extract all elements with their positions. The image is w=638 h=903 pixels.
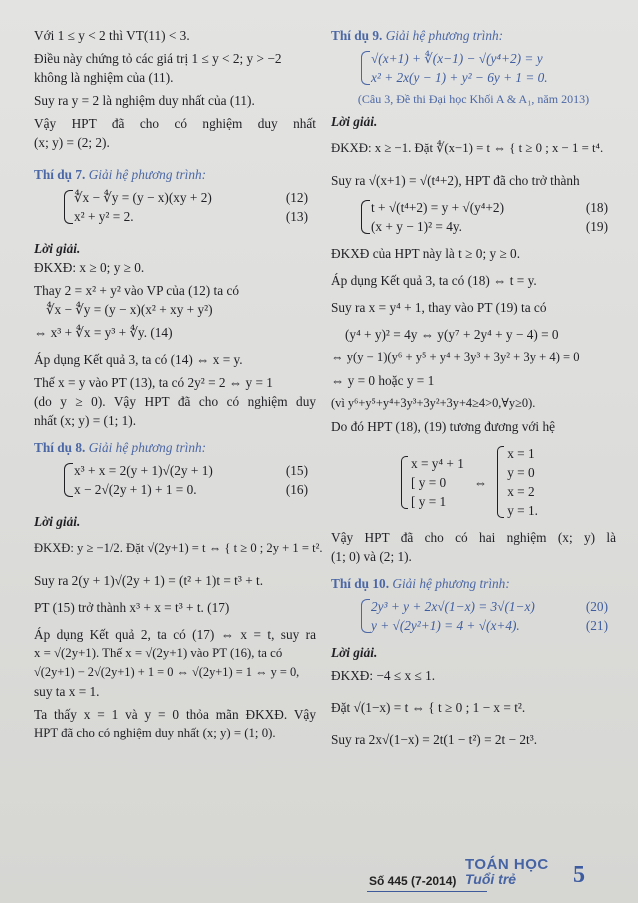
equation-number: (20)	[585, 599, 608, 614]
text-line: Vậy HPT đã cho có nghiệm duy nhất	[34, 116, 316, 131]
equation-number: (12)	[285, 190, 308, 205]
example-7-title	[34, 165, 316, 184]
text-line: không là nghiệm của (11).	[34, 70, 174, 85]
equation-line: (y⁴ + y)² = 4y ⇔ y(y⁷ + 2y⁴ + y − 4) = 0	[345, 327, 559, 342]
text-line: Suy ra x = y⁴ + 1, thay vào PT (19) ta có	[331, 300, 547, 315]
text-line: Suy ra 2x√(1−x) = 2t(1 − t²) = 2t − 2t³.	[331, 732, 538, 747]
brace	[361, 51, 370, 85]
equation: [ y = 1	[411, 493, 447, 509]
equation: y + √(2y²+1) = 4 + √(x+4).	[371, 618, 520, 633]
text-line: nhất (x; y) = (1; 1).	[34, 413, 137, 428]
text-line: (vì y⁶+y⁵+y⁴+3y³+3y²+3y+4≥4>0,∀y≥0).	[331, 396, 536, 410]
text-line: Thay 2 = x² + y² vào VP của (12) ta có	[34, 283, 240, 298]
equation-number: (15)	[285, 463, 308, 478]
text-line: Ta thấy x = 1 và y = 0 thỏa mãn ĐKXĐ. Vậy	[34, 707, 316, 722]
footer-rule	[367, 891, 487, 892]
text-line: Suy ra y = 2 là nghiệm duy nhất của (11).	[34, 93, 255, 108]
text-line: Điều này chứng tỏ các giá trị 1 ≤ y < 2; y > −2	[34, 51, 282, 66]
system-12-13	[34, 188, 316, 226]
brace	[64, 190, 73, 224]
text-line: x = √(2y+1). Thế x = √(2y+1) vào PT (16), ta có	[34, 646, 283, 660]
logo-line-1: TOÁN HỌC	[465, 856, 549, 873]
text-line: Suy ra 2(y + 1)√(2y + 1) = (t² + 1)t = t³ + t.	[34, 573, 264, 588]
page-number: 5	[573, 862, 585, 888]
equation: y = 0	[507, 465, 535, 480]
example-9-title	[331, 26, 616, 45]
condition-line: Đặt √(1−x) = t ⇔ { t ≥ 0 ; 1 − x = t².	[331, 700, 526, 715]
equation: x = 2	[507, 484, 535, 499]
brace	[401, 456, 408, 509]
equation-number: (13)	[285, 209, 308, 224]
text-line: Áp dụng Kết quả 3, ta có (14) ⇔ x = y.	[34, 352, 243, 367]
text-line: Thế x = y vào PT (13), ta có 2y² = 2 ⇔ y = 1	[34, 375, 273, 390]
equation: (x + y − 1)² = 4y.	[371, 219, 462, 234]
text-line: (1; 0) và (2; 1).	[331, 549, 412, 564]
equation: x = y⁴ + 1	[411, 455, 464, 471]
equation-line: ⇔ x³ + ∜x = y³ + ∜y. (14)	[34, 325, 173, 340]
equation: √(x+1) + ∜(x−1) − √(y⁴+2) = y	[371, 51, 543, 66]
example-task: Giải hệ phương trình:	[88, 167, 207, 182]
condition-line: ĐKXĐ: x ≥ −1. Đặt ∜(x−1) = t ⇔ { t ≥ 0 ; x − 1 = t⁴.	[331, 141, 604, 155]
example-label: Thí dụ 10.	[331, 576, 390, 591]
condition-line: ĐKXĐ: y ≥ −1/2. Đặt √(2y+1) = t ⇔ { t ≥ 0 ; 2y + 1 = t².	[34, 541, 323, 555]
equation: t + √(t⁴+2) = y + √(y⁴+2)	[371, 200, 505, 215]
brace	[497, 446, 504, 518]
example-label: Thí dụ 8.	[34, 440, 86, 455]
exam-citation: (Câu 3, Đề thi Đại học Khối A & A₁, năm 2013)	[357, 92, 590, 106]
page-footer	[331, 858, 621, 894]
text-line: PT (15) trở thành x³ + x = t³ + t. (17)	[34, 600, 230, 615]
equation: 2y³ + y + 2x√(1−x) = 3√(1−x)	[371, 599, 535, 614]
equation: x³ + x = 2(y + 1)√(2y + 1)	[74, 463, 213, 478]
text-line: Vậy HPT đã cho có hai nghiệm (x; y) là	[331, 530, 616, 545]
text-line: HPT đã cho có nghiệm duy nhất (x; y) = (1; 0).	[34, 726, 276, 740]
equation: ∜x − ∜y = (y − x)(xy + 2)	[74, 190, 212, 205]
example-10-title	[331, 574, 616, 593]
equation-line: ∜x − ∜y = (y − x)(x² + xy + y²)	[46, 302, 213, 317]
issue-number: Số 445 (7-2014)	[369, 874, 457, 888]
text-line: suy ta x = 1.	[34, 684, 100, 699]
text-line: Do đó HPT (18), (19) tương đương với hệ	[331, 419, 555, 434]
system-left	[401, 454, 464, 511]
example-label: Thí dụ 9.	[331, 28, 383, 43]
logo-line-2: Tuổi trẻ	[465, 871, 517, 887]
equation-line: ⇔ y = 0 hoặc y = 1	[331, 373, 435, 388]
system-example-9	[331, 49, 616, 87]
example-task: Giải hệ phương trình:	[392, 576, 510, 591]
magazine-logo	[465, 856, 549, 887]
text-line: Áp dụng Kết quả 3, ta có (18) ⇔ t = y.	[331, 273, 537, 288]
solution-title: Lời giải.	[331, 645, 378, 660]
example-8-title	[34, 438, 316, 457]
equivalent-systems	[331, 444, 616, 520]
equation: x² + y² = 2.	[74, 209, 134, 224]
example-task: Giải hệ phương trình:	[385, 28, 504, 43]
example-task: Giải hệ phương trình:	[88, 440, 207, 455]
text-line: ĐKXĐ của HPT này là t ≥ 0; y ≥ 0.	[331, 246, 521, 261]
text-line: (x; y) = (2; 2).	[34, 135, 110, 150]
text-line: Với 1 ≤ y < 2 thì VT(11) < 3.	[34, 28, 190, 43]
equation: [ y = 0	[411, 474, 447, 490]
solution-title: Lời giải.	[34, 241, 81, 256]
brace	[361, 200, 370, 234]
text-line: √(2y+1) − 2√(2y+1) + 1 = 0 ⇔ √(2y+1) = 1 ⇔ y = 0,	[34, 665, 300, 679]
right-column	[331, 26, 616, 749]
left-column	[34, 26, 323, 743]
solution-title: Lời giải.	[34, 514, 81, 529]
brace	[64, 463, 73, 497]
system-20-21	[331, 597, 616, 635]
equation-number: (21)	[585, 618, 608, 633]
example-label: Thí dụ 7.	[34, 167, 86, 182]
brace	[361, 599, 370, 633]
equation: x² + 2x(y − 1) + y² − 6y + 1 = 0.	[371, 70, 548, 85]
equation: x − 2√(2y + 1) + 1 = 0.	[74, 482, 197, 497]
equation: x = 1	[507, 446, 535, 461]
text-line: Suy ra √(x+1) = √(t⁴+2), HPT đã cho trở thành	[331, 173, 580, 188]
system-15-16	[34, 461, 316, 499]
equation-line: ⇔ y(y − 1)(y⁶ + y⁵ + y⁴ + 3y³ + 3y² + 3y + 4) = 0	[331, 350, 580, 364]
equivalence-arrow: ⇔	[473, 474, 488, 490]
equation-number: (16)	[285, 482, 308, 497]
equation-number: (19)	[585, 219, 608, 234]
equation: y = 1.	[507, 503, 538, 518]
equation-number: (18)	[585, 200, 608, 215]
solution-title: Lời giải.	[331, 114, 378, 129]
text-line: Áp dụng Kết quả 2, ta có (17) ⇔ x = t, suy ra	[34, 627, 316, 642]
system-18-19	[331, 198, 616, 236]
text-line: ĐKXĐ: x ≥ 0; y ≥ 0.	[34, 260, 145, 275]
text-line: (do y ≥ 0). Vậy HPT đã cho có nghiệm duy	[34, 394, 316, 409]
system-right	[497, 444, 538, 520]
condition-line: ĐKXĐ: −4 ≤ x ≤ 1.	[331, 668, 436, 683]
